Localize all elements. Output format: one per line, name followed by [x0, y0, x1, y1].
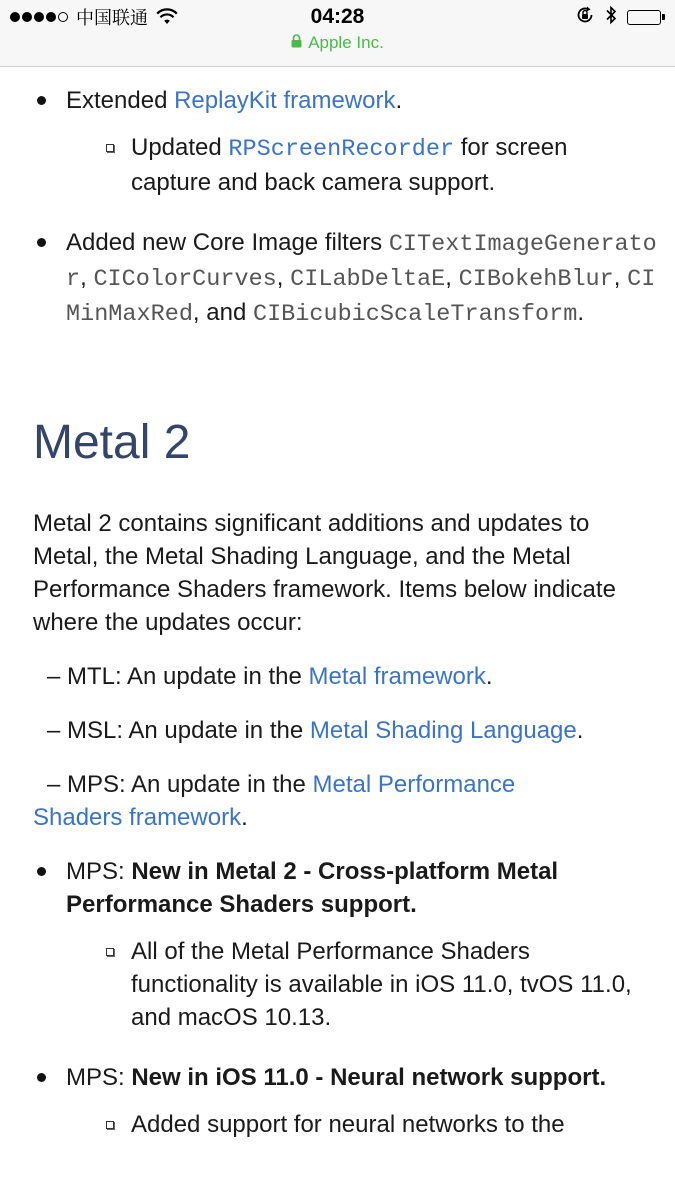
- update-title: New in Metal 2 - Cross-platform Metal Performance Shaders support.: [66, 858, 559, 918]
- battery-icon: [627, 10, 665, 25]
- bullet-icon: [37, 1073, 46, 1082]
- metal-shading-language-link[interactable]: Metal Shading Language: [309, 717, 577, 744]
- replaykit-framework-link[interactable]: ReplayKit framework: [174, 87, 396, 114]
- rpscreenrecorder-link[interactable]: RPScreenRecorder: [228, 136, 455, 163]
- bluetooth-icon: [605, 5, 617, 30]
- bullet-icon: [37, 96, 46, 105]
- metal-framework-link[interactable]: Metal framework: [308, 663, 486, 690]
- code-term: CITextImageGenerator: [66, 231, 657, 293]
- intro-paragraph: Metal 2 contains significant additions and updates to Metal, the Metal Shading Language, and the Metal Performance Shaders framework. Items below indicate where the updates occur:: [33, 510, 616, 636]
- list-item: MPS: New in iOS 11.0 - Neural network support.: [33, 1061, 643, 1094]
- code-term: CIBokehBlur: [458, 266, 614, 293]
- status-bar: [0, 0, 675, 67]
- bullet-icon: [37, 867, 46, 876]
- legend-item-mtl: – MTL: An update in the Metal framework.: [47, 663, 493, 690]
- lock-icon: [291, 33, 302, 53]
- square-bullet-icon: [106, 144, 114, 152]
- address-bar[interactable]: [0, 33, 675, 53]
- legend-item-msl: – MSL: An update in the Metal Shading Language.: [47, 717, 584, 744]
- code-term: CIColorCurves: [93, 266, 277, 293]
- rotation-lock-icon: [575, 5, 595, 30]
- list-item: Extended ReplayKit framework.: [33, 84, 643, 117]
- status-time: 04:28: [310, 5, 365, 28]
- bullet-icon: [37, 238, 46, 247]
- metal-performance-shaders-link[interactable]: Metal Performance Shaders framework: [33, 771, 516, 831]
- sub-list-item: Updated RPScreenRecorder for screen capture and back camera support.: [33, 131, 643, 199]
- code-term: CILabDeltaE: [290, 266, 446, 293]
- sub-list-item: All of the Metal Performance Shaders functionality is available in iOS 11.0, tvOS 11.0, and macOS 10.13.: [33, 935, 643, 1034]
- code-term: CIMinMaxRed: [66, 266, 656, 328]
- sub-list-item: Added support for neural networks to the: [33, 1108, 643, 1141]
- article-content: [33, 66, 657, 1141]
- status-right: [575, 6, 665, 28]
- site-name: Apple Inc.: [308, 33, 384, 52]
- carrier-name: 中国联通: [76, 8, 148, 29]
- update-title: New in iOS 11.0 - Neural network support.: [131, 1064, 607, 1091]
- code-term: CIBicubicScaleTransform: [252, 301, 578, 328]
- square-bullet-icon: [106, 948, 114, 956]
- list-item: MPS: New in Metal 2 - Cross-platform Metal Performance Shaders support.: [33, 855, 643, 921]
- square-bullet-icon: [106, 1121, 114, 1129]
- section-heading: Metal 2: [33, 416, 191, 469]
- legend-item-mps: – MPS: An update in the Metal Performance Shaders framework.: [33, 771, 516, 831]
- list-item: Added new Core Image filters CITextImageGenerator, CIColorCurves, CILabDeltaE, CIBokehBlur, CIMinMaxRed, and CIBicubicScaleTransform.: [33, 226, 666, 331]
